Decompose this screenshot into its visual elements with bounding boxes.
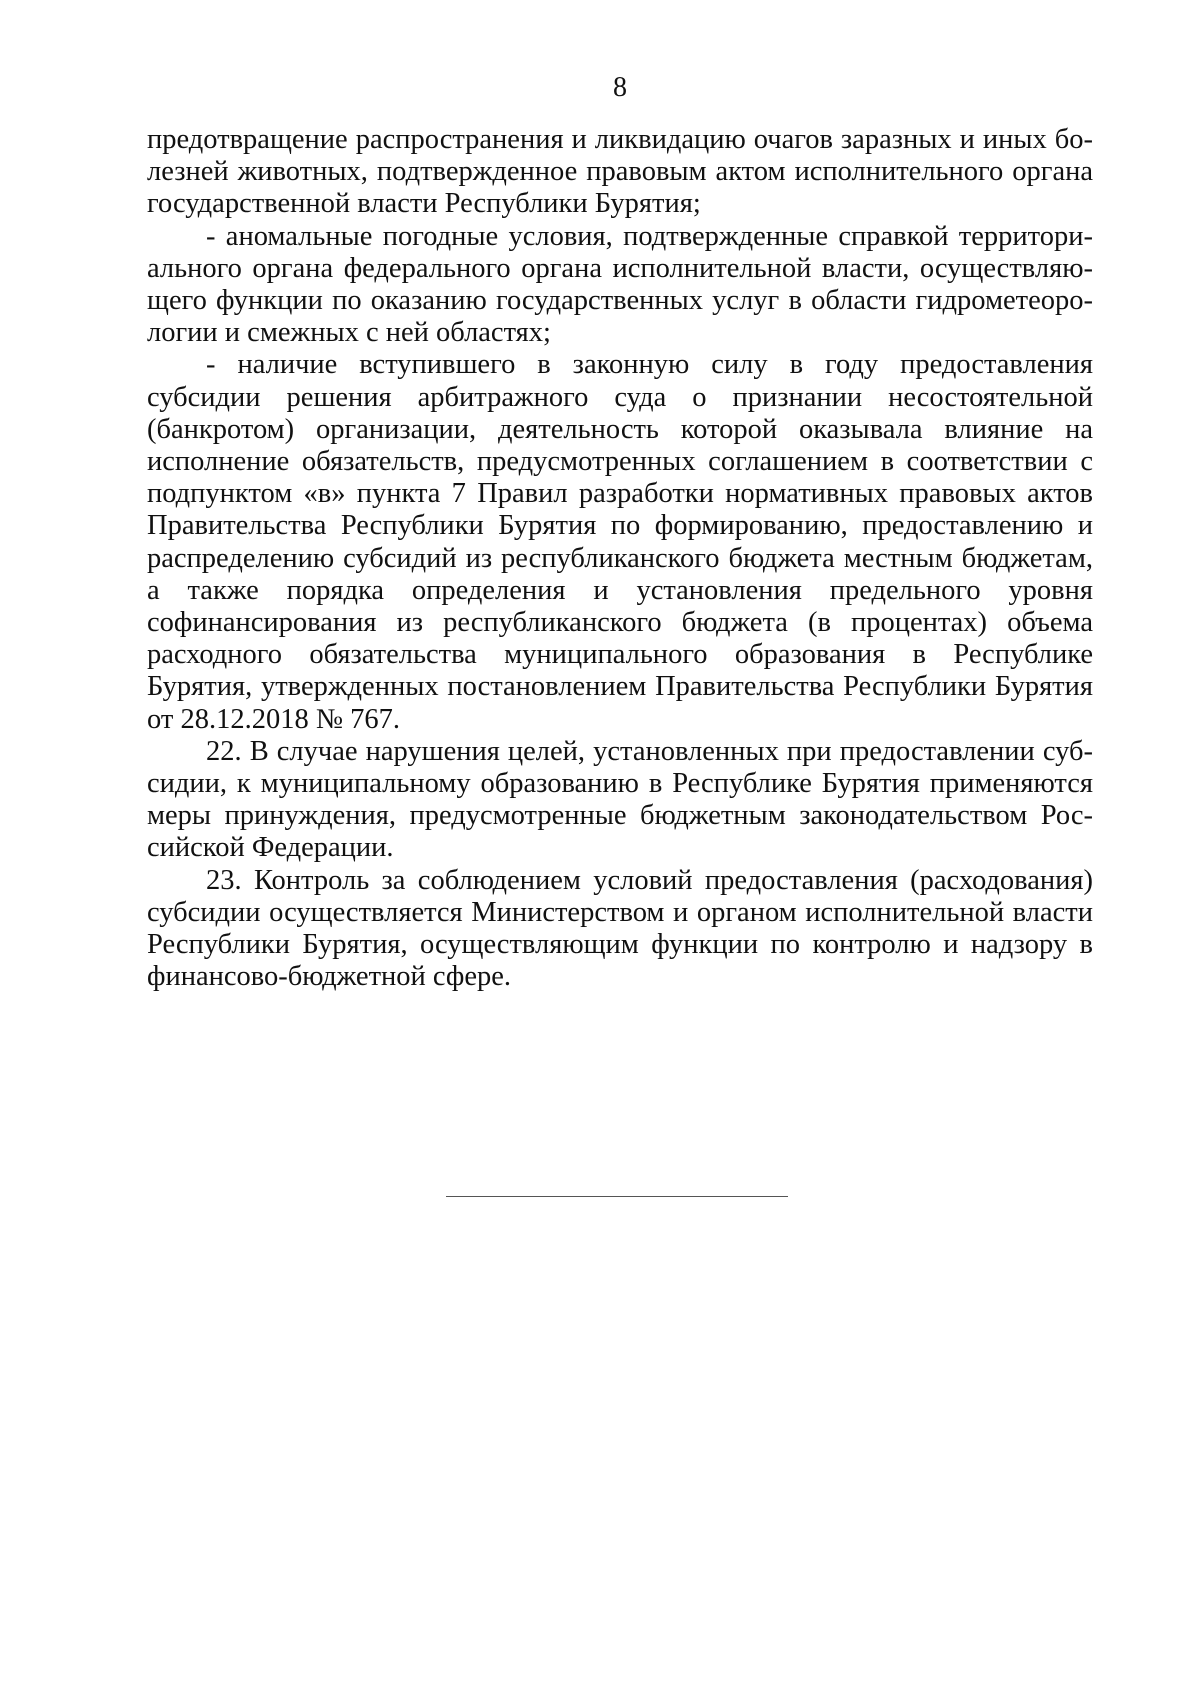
document-body: [147, 124, 1093, 993]
paragraph-continuation: предотвращение распространения и ликвидацию очагов заразных и иных болезней животных, подтвержденное правовым актом исполнительного органа государственной власти Республики Бурятия;: [147, 124, 1093, 220]
paragraph-item-23: 23. Контроль за соблюдением условий предоставления (расходования) субсидии осуществляется Министерством и органом исполнительной власти Республики Бурятия, осуществляющим функции по контролю и надзору в финансово-бюджетной сфере.: [147, 864, 1093, 993]
paragraph-weather-conditions: - аномальные погодные условия, подтвержденные справкой территориального органа федерального органа исполнительной власти, осуществляющего функции по оказанию государственных услуг в области гидрометеорологии и смежных с ней областях;: [147, 220, 1093, 349]
page-number: 8: [613, 72, 627, 103]
paragraph-item-22: 22. В случае нарушения целей, установленных при предоставлении субсидии, к муниципальному образованию в Республике Бурятия применяются меры принуждения, предусмотренные бюджетным законодательством Российской Федерации.: [147, 735, 1093, 864]
end-of-document-rule: [446, 1196, 788, 1197]
paragraph-bankruptcy: - наличие вступившего в законную силу в году предоставления субсидии решения арбитражного суда о признании несостоятельной (банкротом) организации, деятельность которой оказывала влияние на исполнение обязательств, предусмотренных соглашением в соответствии с подпунктом «в» пункта 7 Правил разработки нормативных правовых актов Правительства Республики Бурятия по формированию, предоставлению и распределению субсидий из республиканского бюджета местным бюджетам, а также порядка определения и установления предельного уровня софинансирования из республиканского бюджета (в процентах) объема расходного обязательства муниципального образования в Республике Бурятия, утвержденных постановлением Правительства Республики Бурятия от 28.12.2018 № 767.: [147, 349, 1093, 735]
